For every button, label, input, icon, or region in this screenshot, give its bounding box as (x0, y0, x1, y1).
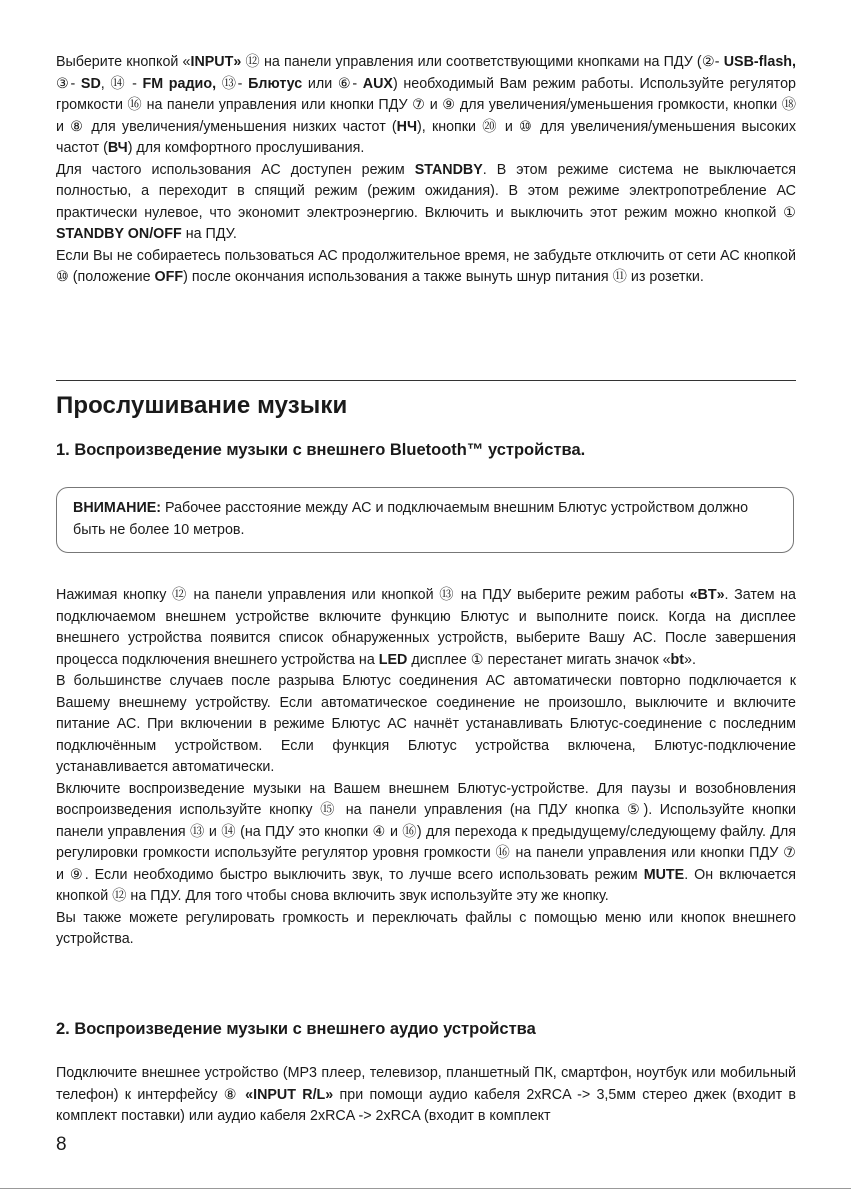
warning-notice-box (56, 487, 794, 553)
aux-paragraph: Подключите внешнее устройство (МР3 плеер, телевизор, планшетный ПК, смартфон, ноутбук или мобильный телефон) к интерфейсу ⑧ «INPUT R/L» при помощи аудио кабеля 2хRCA -> 3,5мм стерео джек (входит в комплект поставки) или аудио кабеля 2хRCA -> 2хRCA (входит в комплект (56, 1065, 796, 1124)
bt-paragraph-4: Вы также можете регулировать громкость и переключать файлы с помощью меню или кнопок внешнего устройства. (56, 909, 796, 947)
audio-block (56, 1063, 796, 1128)
bluetooth-block (56, 585, 796, 951)
section-divider (56, 380, 796, 381)
intro-paragraph-2: Для частого использования АС доступен режим STANDBY. В этом режиме система не выключается полностью, а переходит в спящий режим (режим ожидания). В этом режиме электропотребление АС практически нулевое, что экономит электроэнергию. Включить и выключить этот режим можно кнопкой ① STANDBY ON/OFF на ПДУ. (56, 161, 796, 242)
subsection-title-audio: 2. Воспроизведение музыки с внешнего аудио устройства (56, 1020, 536, 1038)
page-number: 8 (56, 1134, 67, 1155)
subsection-title-bluetooth: 1. Воспроизведение музыки с внешнего Bluetooth™ устройства. (56, 441, 586, 459)
section-title: Прослушивание музыки (56, 392, 348, 419)
bt-paragraph-1: Нажимая кнопку ⑫ на панели управления или кнопкой ⑬ на ПДУ выберите режим работы «BT». Затем на подключаемом внешнем устройстве включите функцию Блютус и выполните поиск. Когда на дисплее внешнего устройства появится список обнаруженных устройств, выберите Вашу АС. После завершения процесса подключения внешнего устройства на LED дисплее ① перестанет мигать значок «bt». (56, 587, 796, 668)
page-bottom-edge (0, 1188, 851, 1189)
bt-paragraph-2: В большинстве случаев после разрыва Блютус соединения АС автоматически повторно подключается к Вашему внешнему устройству. Если автоматическое соединение не произошло, выключите и включите питание АС. При включении в режиме Блютус АС начнёт устанавливать Блютус-соединение с последним подключённым устройством. Если функция Блютус устройства включена, Блютус-подключение устанавливается автоматически. (56, 673, 796, 775)
intro-paragraph-3: Если Вы не собираетесь пользоваться АС продолжительное время, не забудьте отключить от сети АС кнопкой ⑩ (положение OFF) после окончания использования а также вынуть шнур питания ⑪ из розетки. (56, 247, 796, 285)
intro-block (56, 52, 796, 289)
bt-paragraph-3: Включите воспроизведение музыки на Вашем внешнем Блютус-устройстве. Для паузы и возобновления воспроизведения используйте кнопку ⑮ на панели управления (на ПДУ кнопка ⑤). Используйте кнопки панели управления ⑬ и ⑭ (на ПДУ это кнопки ④ и ⑯) для перехода к предыдущему/следующему файлу. Для регулировки громкости используйте регулятор уровня громкости ⑯ на панели управления или кнопки ПДУ ⑦ и ⑨. Если необходимо быстро выключить звук, то лучше всего использовать режим MUTE. Он включается кнопкой ⑫ на ПДУ. Для того чтобы снова включить звук используйте эту же кнопку. (56, 780, 796, 904)
intro-paragraph-1: Выберите кнопкой «INPUT» ⑫ на панели управления или соответствующими кнопками на ПДУ (②- USB-flash, ③- SD, ⑭ - FM радио, ⑬- Блютус или ⑥- AUX) необходимый Вам режим работы. Используйте регулятор громкости ⑯ на панели управления или кнопки ПДУ ⑦ и ⑨ для увеличения/уменьшения громкости, кнопки ⑱ и ⑧ для увеличения/уменьшения низких частот (НЧ), кнопки ⑳ и ⑩ для увеличения/уменьшения высоких частот (ВЧ) для комфортного прослушивания. (56, 54, 796, 156)
warning-notice-text: ВНИМАНИЕ: Рабочее расстояние между АС и подключаемым внешним Блютус устройством должно быть не более 10 метров. (73, 500, 749, 538)
